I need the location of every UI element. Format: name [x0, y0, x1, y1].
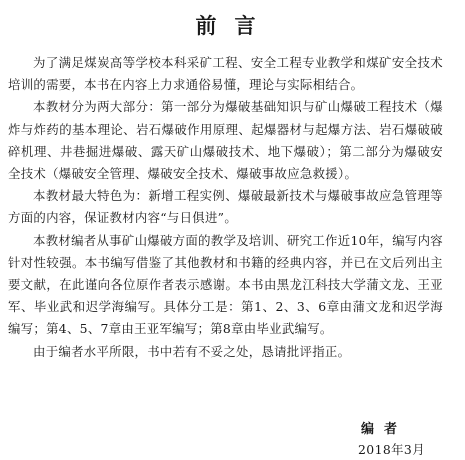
paragraph-features: 本教材最大特色为：新增工程实例、爆破最新技术与爆破事故应急管理等方面的内容，保证教材内容“与日俱进”。: [8, 188, 443, 226]
paragraph-purpose: 为了满足煤炭高等学校本科采矿工程、安全工程专业教学和煤矿安全技术培训的需要，本书在内容上力求通俗易懂，理论与实际相结合。: [8, 55, 443, 93]
date: 2018年3月: [358, 442, 425, 457]
paragraph-closing: 由于编者水平所限，书中若有不妥之处，恳请批评指正。: [33, 343, 351, 359]
paragraph-structure: 本教材分为两大部分：第一部分为爆破基础知识与矿山爆破工程技术（爆炸与炸药的基本理论、岩石爆破作用原理、起爆器材与起爆方法、岩石爆破破碎机理、井巷掘进爆破、露天矿山爆破技术、地下爆破）；第二部分为爆破安全技术（爆破安全管理、爆破安全技术、爆破事故应急救援）。: [8, 99, 443, 182]
page-title: 前言: [195, 14, 274, 38]
paragraph-authors: 本教材编者从事矿山爆破方面的教学及培训、研究工作近10年，编写内容针对性较强。本书编写借鉴了其他教材和书籍的经典内容，并已在文后列出主要文献，在此谨向各位原作者表示感谢。本书由黑龙江科技大学蒲文龙、王亚军、毕业武和迟学海编写。具体分工是：第1、2、3、6章由蒲文龙和迟学海编写；第4、5、7章由王亚军编写；第8章由毕业武编写。: [8, 232, 443, 337]
signature: 编者: [360, 422, 407, 437]
